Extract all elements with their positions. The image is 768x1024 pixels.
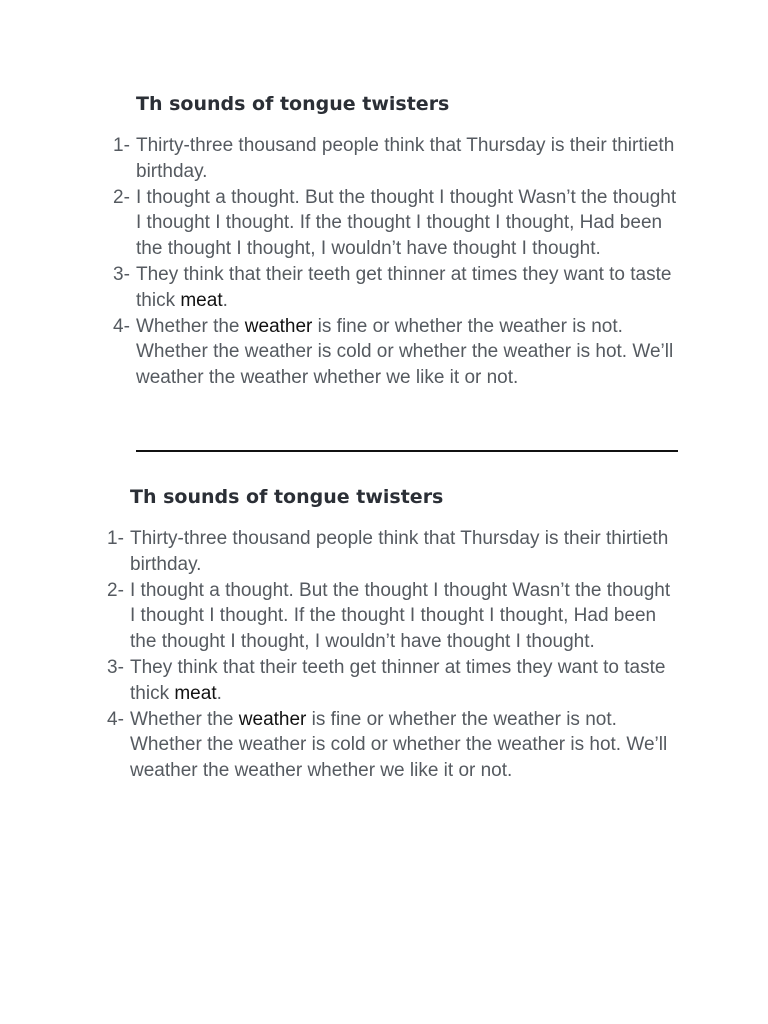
- list-marker: 4-: [113, 315, 130, 337]
- twister-text-end: .: [222, 289, 228, 311]
- list-marker: 1-: [113, 135, 130, 156]
- list-marker: 3-: [113, 263, 130, 285]
- twister-list: [107, 526, 730, 784]
- twister-text: Thirty-three thousand people think that Thursday is their thirtieth birthday.: [136, 135, 675, 182]
- list-item: [113, 185, 681, 262]
- twister-text-end: .: [216, 682, 222, 704]
- twister-text: I thought a thought. But the thought I thought Wasn’t the thought I thought I thought. If the thought I thought I thought, Had been the thought I thought, I wouldn’t have thought I thought.: [136, 186, 677, 260]
- twister-section-1: [113, 92, 736, 391]
- list-item: [107, 655, 675, 707]
- twister-text: Whether the: [136, 315, 245, 337]
- list-item: [113, 133, 681, 185]
- list-marker: 3-: [107, 656, 124, 678]
- twister-section-2: [107, 485, 730, 784]
- twister-text: Thirty-three thousand people think that Thursday is their thirtieth birthday.: [130, 528, 669, 575]
- highlighted-word: weather: [244, 315, 313, 337]
- twister-text: Whether the: [130, 708, 239, 730]
- list-item: [113, 262, 681, 314]
- list-marker: 4-: [107, 708, 124, 730]
- list-item: [113, 314, 681, 391]
- list-item: [107, 578, 675, 655]
- list-marker: 2-: [107, 579, 124, 601]
- highlighted-word: meat: [174, 682, 217, 704]
- twister-text: I thought a thought. But the thought I thought Wasn’t the thought I thought I thought. If the thought I thought I thought, Had been the thought I thought, I wouldn’t have thought I thought.: [130, 579, 671, 653]
- section-divider: [136, 450, 678, 452]
- list-marker: 1-: [107, 528, 124, 549]
- list-item: [107, 707, 675, 784]
- twister-text: They think that their teeth get thinner at times they want to taste thick: [130, 656, 666, 704]
- twister-text-end: is fine or whether the weather is not. Whether the weather is cold or whether the weather is hot. We’ll weather the weather whether we like it or not.: [136, 315, 674, 389]
- list-marker: 2-: [113, 186, 130, 208]
- section-heading: Th sounds of tongue twisters: [136, 93, 450, 115]
- highlighted-word: weather: [238, 708, 307, 730]
- twister-text: They think that their teeth get thinner at times they want to taste thick: [136, 263, 672, 311]
- section-heading: Th sounds of tongue twisters: [130, 486, 444, 508]
- twister-text-end: is fine or whether the weather is not. Whether the weather is cold or whether the weather is hot. We’ll weather the weather whether we like it or not.: [130, 708, 668, 782]
- highlighted-word: meat: [180, 289, 223, 311]
- twister-list: [113, 133, 736, 391]
- list-item: [107, 526, 675, 578]
